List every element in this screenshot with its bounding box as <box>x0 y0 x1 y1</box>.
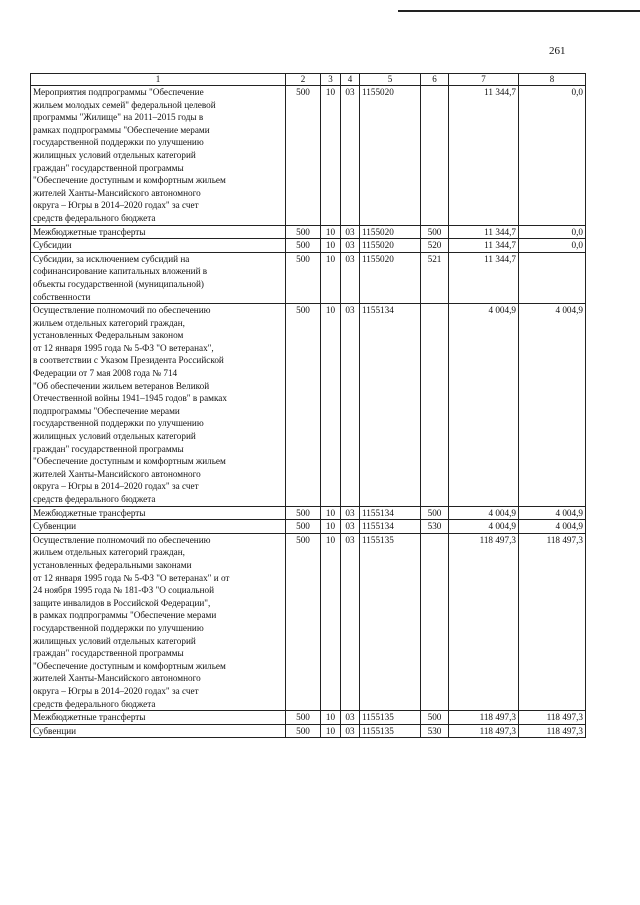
cell-subsection: 03 <box>341 533 360 710</box>
cell-expense-type <box>421 86 449 226</box>
cell-section: 10 <box>321 239 341 253</box>
column-header: 6 <box>421 74 449 86</box>
table-row <box>31 724 586 738</box>
column-header: 1 <box>31 74 286 86</box>
cell-section: 10 <box>321 533 341 710</box>
row-description: Субсидии <box>31 239 286 253</box>
cell-ministry-code: 500 <box>286 724 321 738</box>
cell-subsection: 03 <box>341 506 360 520</box>
cell-amount-col8: 118 497,3 <box>519 711 586 725</box>
table-row <box>31 533 586 710</box>
cell-ministry-code: 500 <box>286 506 321 520</box>
cell-amount-col8: 118 497,3 <box>519 533 586 710</box>
cell-expense-type: 521 <box>421 252 449 303</box>
column-header: 3 <box>321 74 341 86</box>
cell-amount-col7: 118 497,3 <box>449 711 519 725</box>
cell-ministry-code: 500 <box>286 304 321 507</box>
cell-amount-col8: 0,0 <box>519 225 586 239</box>
cell-amount-col8: 4 004,9 <box>519 506 586 520</box>
cell-subsection: 03 <box>341 711 360 725</box>
cell-expense-type: 500 <box>421 506 449 520</box>
budget-table <box>30 73 586 738</box>
cell-expense-type: 520 <box>421 239 449 253</box>
cell-amount-col8: 118 497,3 <box>519 724 586 738</box>
column-header: 7 <box>449 74 519 86</box>
row-description: Мероприятия подпрограммы "Обеспечение жильем молодых семей" федеральной целевой программы "Жилище" на 2011–2015 годы в рамках подпрограммы "Обеспечение мерами государственной поддержки по улучшению жилищных условий отдельных категорий граждан" государственной программы "Обеспечение доступным и комфортным жильем жителей Ханты-Мансийского автономного округа – Югры в 2014–2020 годах" за счет средств федерального бюджета <box>31 86 286 226</box>
row-description: Субсидии, за исключением субсидий на софинансирование капитальных вложений в объекты государственной (муниципальной) собственности <box>31 252 286 303</box>
cell-amount-col7: 118 497,3 <box>449 724 519 738</box>
cell-section: 10 <box>321 225 341 239</box>
cell-expense-type <box>421 533 449 710</box>
cell-ministry-code: 500 <box>286 239 321 253</box>
table-row <box>31 86 586 226</box>
cell-target-article: 1155020 <box>360 225 421 239</box>
cell-ministry-code: 500 <box>286 252 321 303</box>
cell-target-article: 1155135 <box>360 711 421 725</box>
cell-section: 10 <box>321 506 341 520</box>
cell-amount-col7: 11 344,7 <box>449 252 519 303</box>
column-header: 4 <box>341 74 360 86</box>
table-row <box>31 304 586 507</box>
table-row <box>31 506 586 520</box>
row-description: Осуществление полномочий по обеспечению жильем отдельных категорий граждан, установленных федеральными законами от 12 января 1995 года № 5-ФЗ "О ветеранах" и от 24 ноября 1995 года № 181-ФЗ "О социальной защите инвалидов в Российской Федерации", в рамках подпрограммы "Обеспечение мерами государственной поддержки по улучшению жилищных условий отдельных категорий граждан" государственной программы "Обеспечение доступным и комфортным жильем жителей Ханты-Мансийского автономного округа – Югры в 2014–2020 годах" за счет средств федерального бюджета <box>31 533 286 710</box>
table-row <box>31 252 586 303</box>
cell-target-article: 1155020 <box>360 252 421 303</box>
cell-ministry-code: 500 <box>286 520 321 534</box>
cell-section: 10 <box>321 86 341 226</box>
page-number: 261 <box>549 45 566 57</box>
cell-target-article: 1155134 <box>360 304 421 507</box>
row-description: Субвенции <box>31 520 286 534</box>
column-header-row <box>31 74 586 86</box>
cell-ministry-code: 500 <box>286 225 321 239</box>
cell-amount-col7: 11 344,7 <box>449 225 519 239</box>
cell-expense-type: 500 <box>421 711 449 725</box>
cell-expense-type <box>421 304 449 507</box>
cell-amount-col7: 11 344,7 <box>449 86 519 226</box>
cell-section: 10 <box>321 304 341 507</box>
cell-amount-col8: 0,0 <box>519 239 586 253</box>
cell-amount-col7: 4 004,9 <box>449 304 519 507</box>
cell-amount-col7: 11 344,7 <box>449 239 519 253</box>
cell-amount-col7: 4 004,9 <box>449 520 519 534</box>
cell-target-article: 1155135 <box>360 533 421 710</box>
column-header: 5 <box>360 74 421 86</box>
cell-amount-col8: 4 004,9 <box>519 304 586 507</box>
table-body <box>31 86 586 738</box>
cell-expense-type: 530 <box>421 520 449 534</box>
row-description: Субвенции <box>31 724 286 738</box>
row-description: Межбюджетные трансферты <box>31 506 286 520</box>
cell-target-article: 1155020 <box>360 239 421 253</box>
table-row <box>31 239 586 253</box>
cell-amount-col8: 4 004,9 <box>519 520 586 534</box>
cell-section: 10 <box>321 711 341 725</box>
cell-section: 10 <box>321 520 341 534</box>
cell-subsection: 03 <box>341 520 360 534</box>
cell-target-article: 1155134 <box>360 520 421 534</box>
cell-subsection: 03 <box>341 86 360 226</box>
table-row <box>31 520 586 534</box>
cell-amount-col8: 0,0 <box>519 86 586 226</box>
cell-amount-col7: 4 004,9 <box>449 506 519 520</box>
row-description: Межбюджетные трансферты <box>31 225 286 239</box>
top-rule <box>398 10 640 12</box>
cell-subsection: 03 <box>341 252 360 303</box>
cell-amount-col7: 118 497,3 <box>449 533 519 710</box>
cell-ministry-code: 500 <box>286 711 321 725</box>
row-description: Осуществление полномочий по обеспечению жильем отдельных категорий граждан, установленных Федеральным законом от 12 января 1995 года № 5-ФЗ "О ветеранах", в соответствии с Указом Президента Российской Федерации от 7 мая 2008 года № 714 "Об обеспечении жильем ветеранов Великой Отечественной войны 1941–1945 годов" в рамках подпрограммы "Обеспечение мерами государственной поддержки по улучшению жилищных условий отдельных категорий граждан" государственной программы "Обеспечение доступным и комфортным жильем жителей Ханты-Мансийского автономного округа – Югры в 2014–2020 годах" за счет средств федерального бюджета <box>31 304 286 507</box>
cell-ministry-code: 500 <box>286 533 321 710</box>
cell-target-article: 1155134 <box>360 506 421 520</box>
column-header: 8 <box>519 74 586 86</box>
cell-subsection: 03 <box>341 239 360 253</box>
column-header: 2 <box>286 74 321 86</box>
cell-subsection: 03 <box>341 724 360 738</box>
cell-amount-col8 <box>519 252 586 303</box>
cell-expense-type: 500 <box>421 225 449 239</box>
cell-subsection: 03 <box>341 304 360 507</box>
cell-target-article: 1155020 <box>360 86 421 226</box>
table-row <box>31 225 586 239</box>
cell-subsection: 03 <box>341 225 360 239</box>
cell-target-article: 1155135 <box>360 724 421 738</box>
cell-section: 10 <box>321 252 341 303</box>
cell-expense-type: 530 <box>421 724 449 738</box>
cell-ministry-code: 500 <box>286 86 321 226</box>
table-row <box>31 711 586 725</box>
cell-section: 10 <box>321 724 341 738</box>
row-description: Межбюджетные трансферты <box>31 711 286 725</box>
